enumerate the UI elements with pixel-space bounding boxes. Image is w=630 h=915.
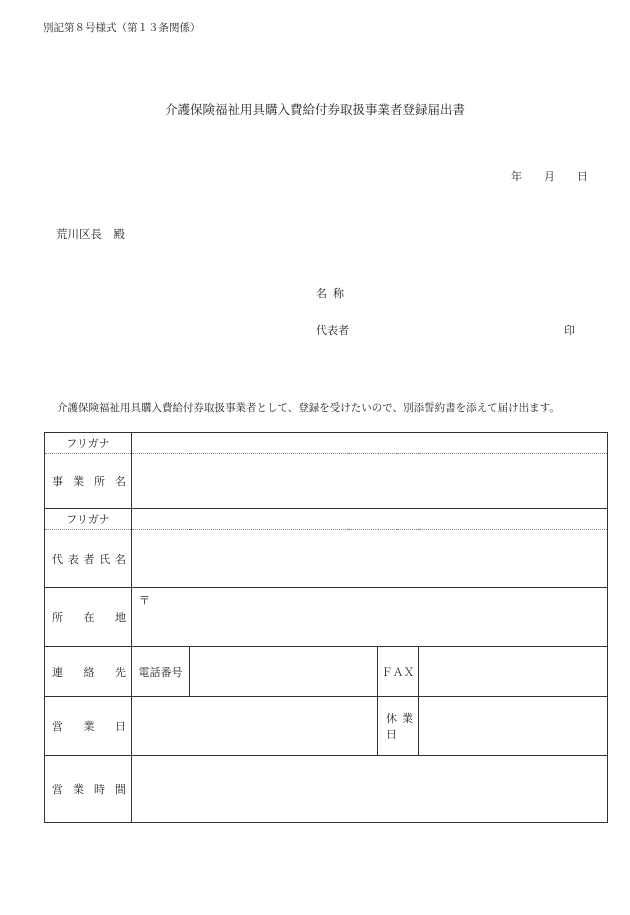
business-name-kana-field[interactable]	[132, 433, 608, 454]
registration-table	[44, 432, 608, 823]
business-days-label: 営業日	[45, 697, 132, 756]
kana-label-2: フリガナ	[45, 509, 132, 530]
table-row-kana-2	[45, 509, 608, 530]
business-name-label: 事業所名	[45, 454, 132, 509]
applicant-representative-label: 代表者	[316, 324, 349, 337]
seal-mark: 印	[564, 324, 575, 337]
table-row-representative	[45, 530, 608, 588]
document-title: 介護保険福祉用具購入費給付券取扱事業者登録届出書	[164, 102, 465, 117]
table-row-business-days	[45, 697, 608, 756]
representative-name-label: 代表者氏名	[45, 530, 132, 588]
date-day-label: 日	[577, 170, 588, 183]
table-row-contact	[45, 647, 608, 697]
table-row-business-name	[45, 454, 608, 509]
date-year-label: 年	[511, 170, 522, 183]
fax-field[interactable]	[419, 647, 608, 697]
contact-label: 連絡先	[45, 647, 132, 697]
addressee: 荒川区長 殿	[56, 227, 125, 241]
closed-days-label: 休業日	[378, 697, 419, 756]
applicant-name-label: 名称	[316, 287, 350, 300]
date-month-label: 月	[544, 170, 555, 183]
business-hours-field[interactable]	[132, 756, 608, 823]
table-row-business-hours	[45, 756, 608, 823]
phone-field[interactable]	[190, 647, 378, 697]
location-label: 所在地	[45, 588, 132, 647]
representative-kana-field[interactable]	[132, 509, 608, 530]
fax-label: ＦＡＸ	[378, 647, 419, 697]
location-field[interactable]	[132, 588, 608, 647]
phone-label: 電話番号	[132, 647, 190, 697]
date-line	[511, 168, 588, 184]
business-days-field[interactable]	[132, 697, 378, 756]
form-number: 別記第８号様式（第１３条関係）	[43, 22, 201, 34]
representative-name-field[interactable]	[132, 530, 608, 588]
table-row-kana-1	[45, 433, 608, 454]
intro-text: 介護保険福祉用具購入費給付券取扱事業者として、登録を受けたいので、別添誓約書を添えて届け出ます。	[57, 402, 560, 414]
closed-days-field[interactable]	[419, 697, 608, 756]
postal-mark: 〒	[139, 594, 150, 607]
table-row-location	[45, 588, 608, 647]
business-hours-label: 営業時間	[45, 756, 132, 823]
kana-label-1: フリガナ	[45, 433, 132, 454]
business-name-field[interactable]	[132, 454, 608, 509]
